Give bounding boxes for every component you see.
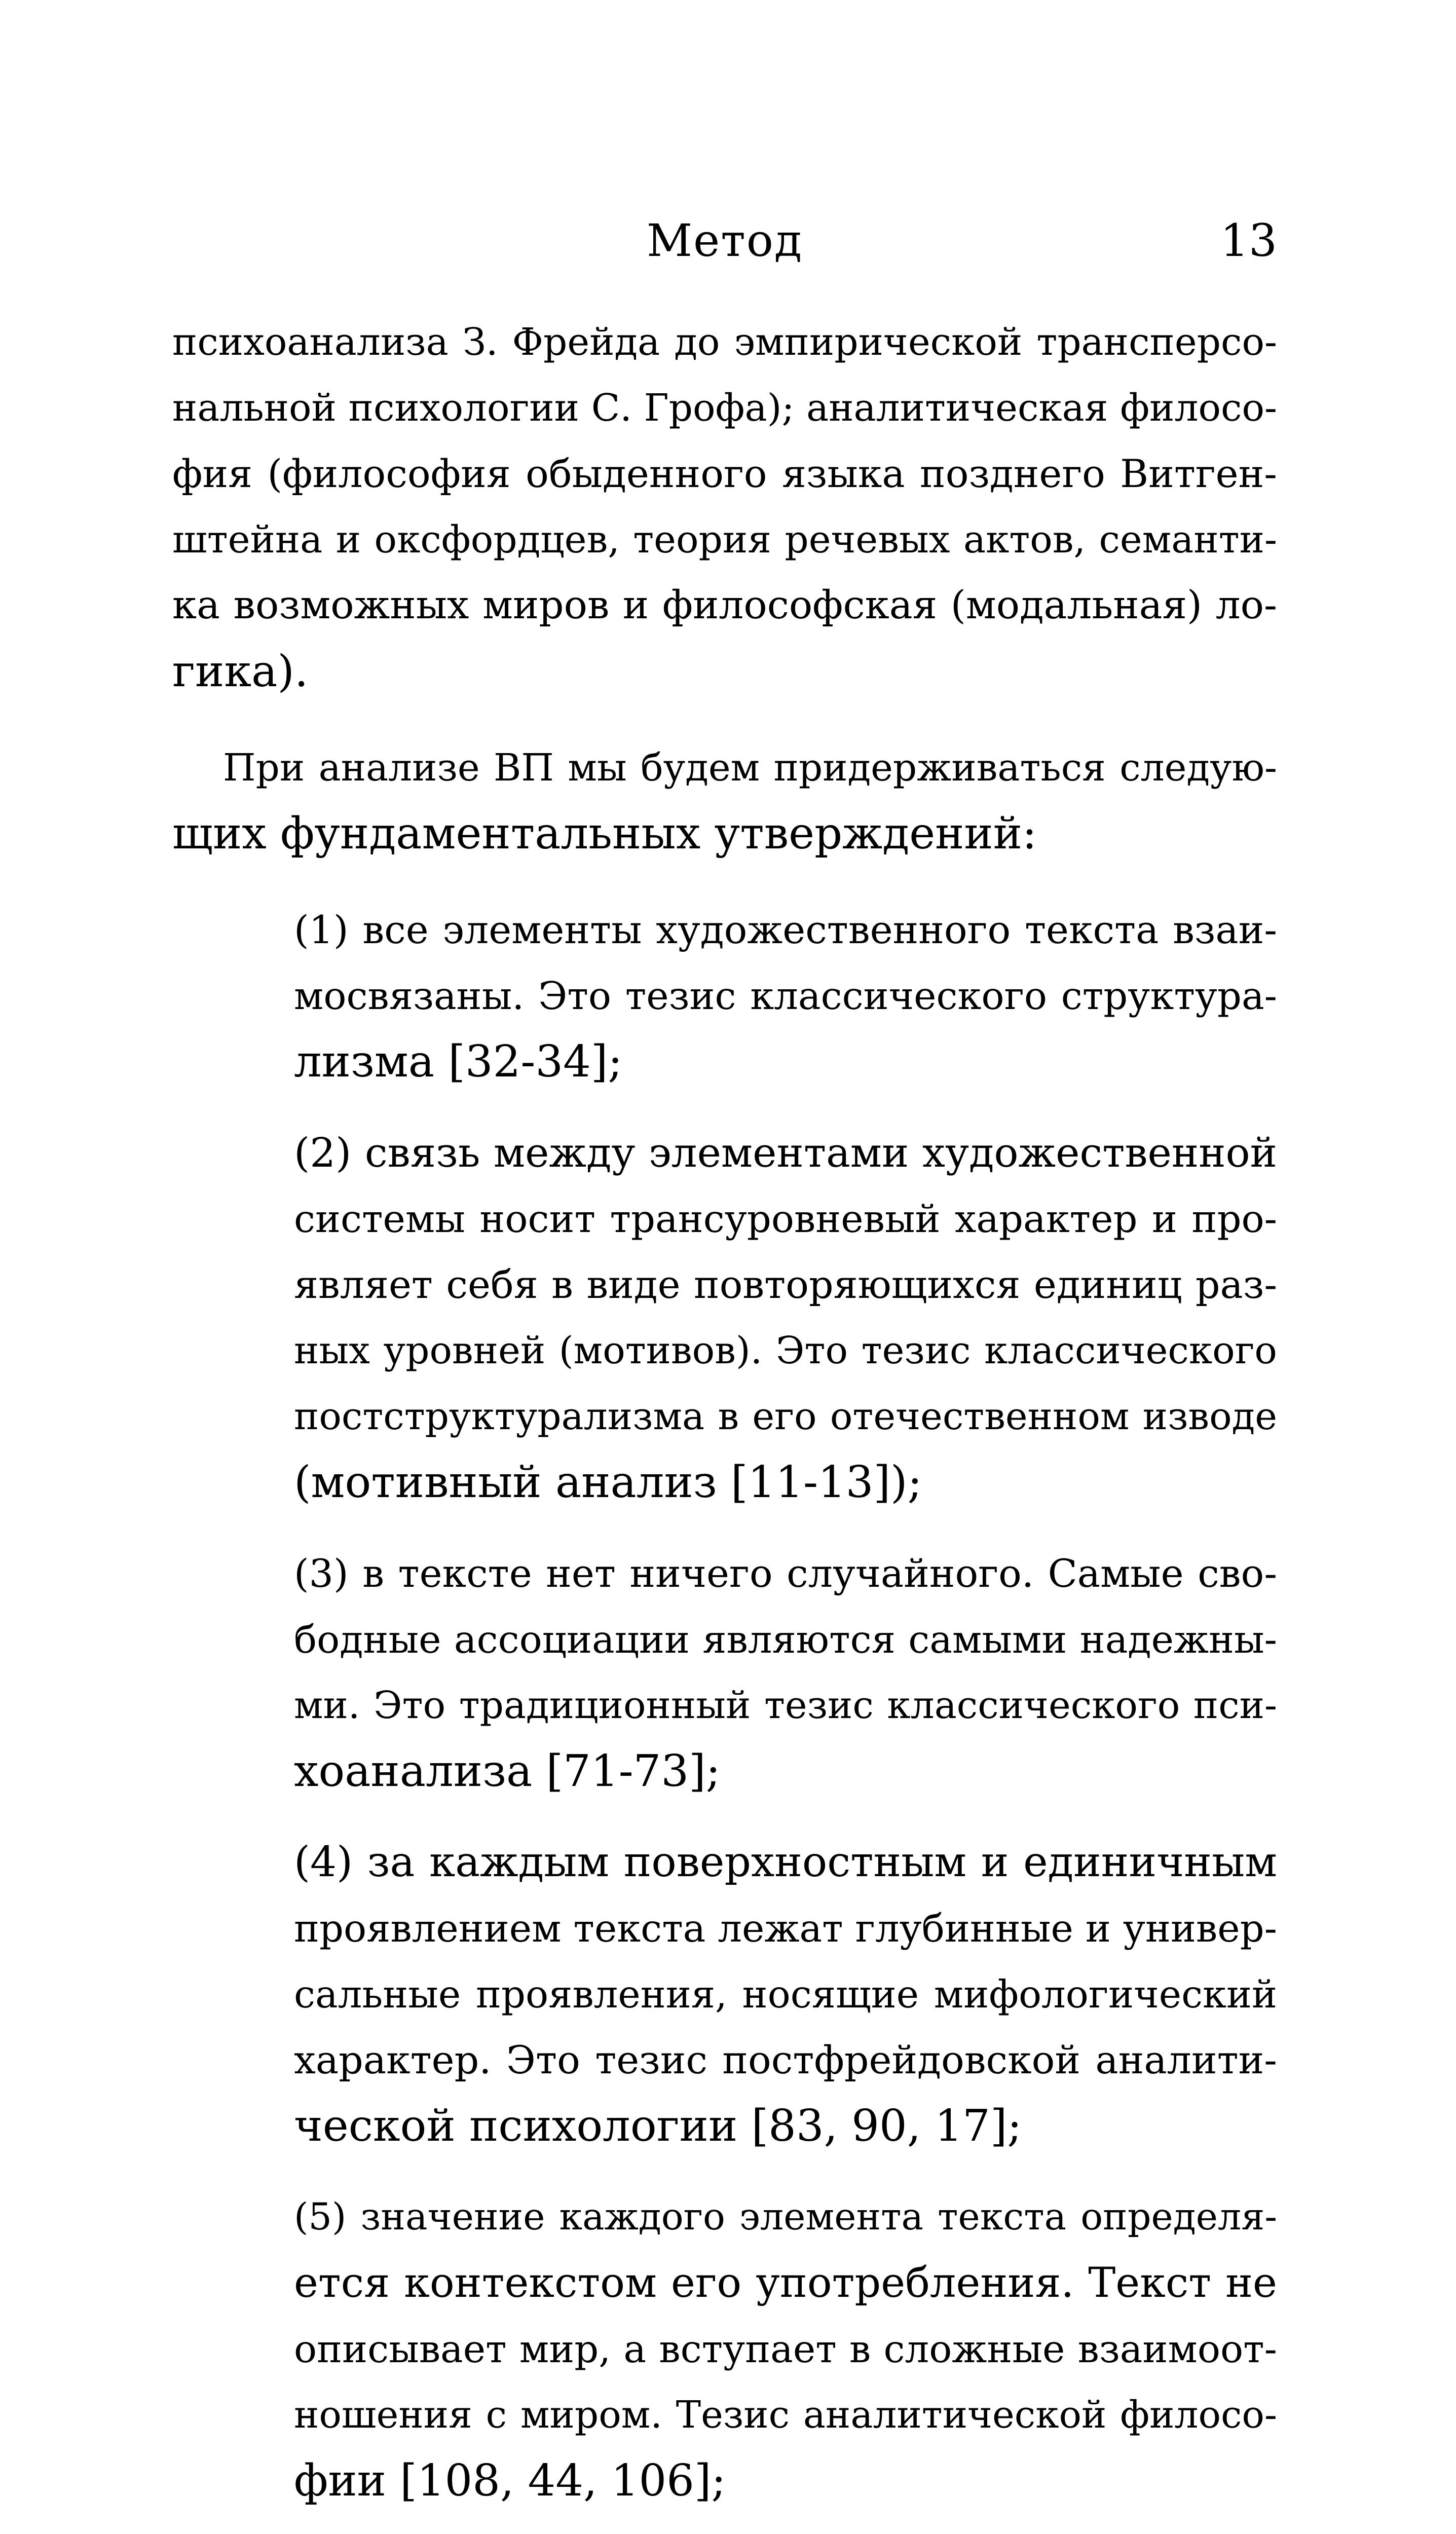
text-line: мосвязаны. Это тезис классического структура- [294, 974, 1277, 1018]
list-item [294, 1120, 1277, 1515]
text-line: щих фундаментальных утверждений: [172, 808, 1037, 859]
list-item [294, 1541, 1277, 1804]
paragraph-continuation [172, 309, 1277, 704]
list-item [294, 1830, 1277, 2159]
text-line: ческой психологии [83, 90, 17]; [294, 2101, 1022, 2151]
text-line: фии [108, 44, 106]; [294, 2455, 726, 2506]
text-line: ми. Это традиционный тезис классического пси- [294, 1684, 1277, 1727]
text-line: фия (философия обыденного языка позднего Витген- [172, 451, 1277, 496]
text-line: нальной психологии С. Грофа); аналитическая филосо- [172, 386, 1277, 430]
text-line: лизма [32-34]; [294, 1036, 623, 1087]
text-line: ется контекстом его употребления. Текст не [294, 2259, 1277, 2307]
running-head-title: Метод [646, 214, 803, 267]
text-line: сальные проявления, носящие мифологический [294, 1972, 1277, 2017]
theses-list [294, 897, 1277, 2534]
text-line: характер. Это тезис постфрейдовской аналити- [294, 2037, 1277, 2082]
text-line: постструктурализма в его отечественном изводе [294, 1395, 1277, 1438]
text-line: ношения с миром. Тезис аналитической филосо- [294, 2393, 1277, 2437]
text-line: проявлением текста лежат глубинные и универ- [294, 1906, 1277, 1951]
text-line: (4) за каждым поверхностным и единичным [294, 1838, 1277, 1886]
text-line: описывает мир, а вступает в сложные взаимоот- [294, 2327, 1277, 2371]
text-line: хоанализа [71-73]; [294, 1746, 721, 1797]
text-line: гика). [172, 646, 309, 697]
paragraph-intro [172, 735, 1277, 867]
page-body [172, 309, 1277, 2534]
text-line: системы носит трансуровневый характер и про- [294, 1197, 1277, 1241]
text-line: психоанализа З. Фрейда до эмпирической трансперсо- [172, 320, 1277, 364]
text-line: штейна и оксфордцев, теория речевых актов, семанти- [172, 518, 1277, 562]
text-line: бодные ассоциации являются самыми надежны- [294, 1617, 1277, 1662]
text-line: ка возможных миров и философская (модальная) ло- [172, 583, 1277, 628]
running-head [172, 213, 1277, 269]
list-item [294, 2184, 1277, 2514]
text-line: (1) все элементы художественного текста взаи- [294, 907, 1277, 952]
page-number: 13 [1220, 214, 1277, 267]
text-line: (мотивный анализ [11-13]); [294, 1457, 922, 1508]
text-line: ных уровней (мотивов). Это тезис классического [294, 1329, 1277, 1372]
text-line: (2) связь между элементами художественной [294, 1129, 1277, 1176]
text-line: являет себя в виде повторяющихся единиц раз- [294, 1262, 1277, 1307]
list-item [294, 897, 1277, 1095]
text-line: (5) значение каждого элемента текста определя- [294, 2195, 1277, 2239]
text-line: (3) в тексте нет ничего случайного. Самые сво- [294, 1551, 1277, 1596]
text-line: При анализе ВП мы будем придерживаться следую- [223, 746, 1277, 790]
